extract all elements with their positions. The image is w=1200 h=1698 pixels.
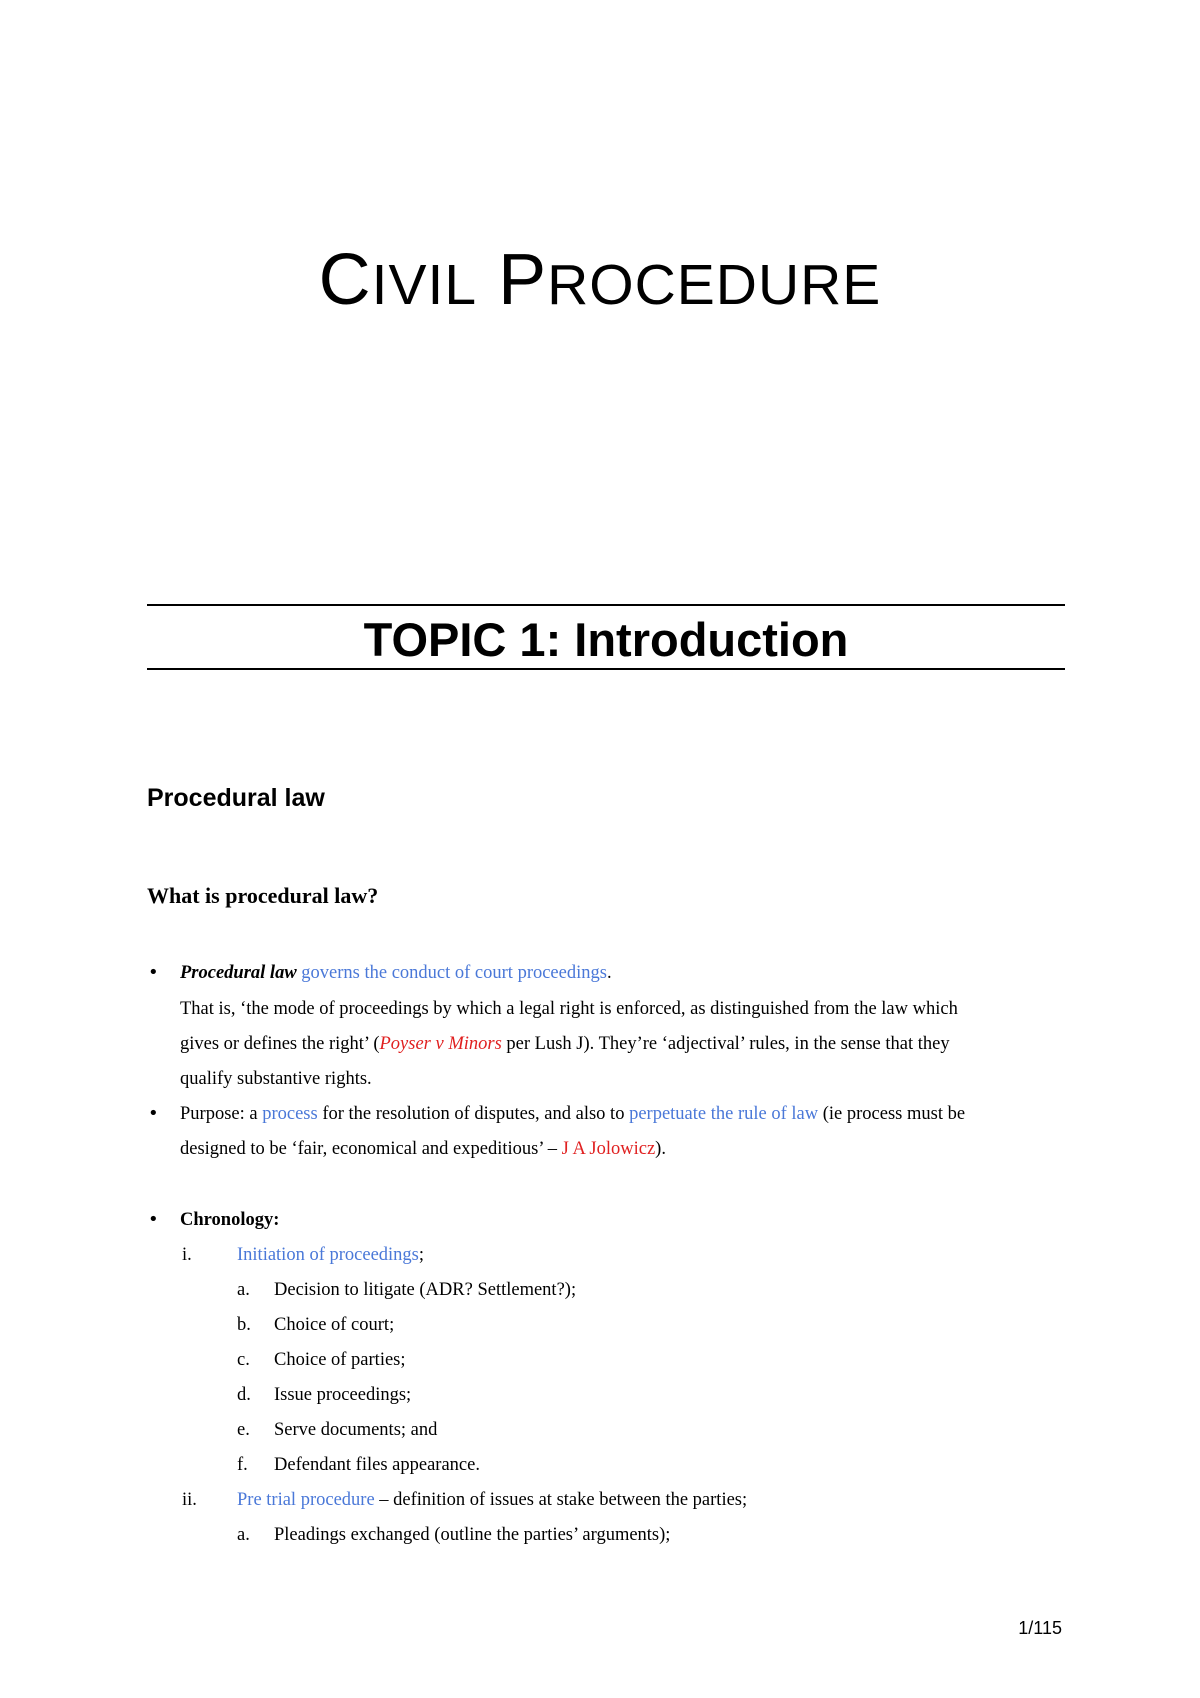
list-marker: f. xyxy=(237,1455,248,1475)
page-number: 1/115 xyxy=(1018,1618,1062,1638)
list-item: Choice of parties; xyxy=(274,1350,406,1370)
bullet-1-line-2: That is, ‘the mode of proceedings by which a legal right is enforced, as distinguished from the law which xyxy=(180,999,958,1019)
sub-heading: What is procedural law? xyxy=(147,883,379,908)
section-heading: Procedural law xyxy=(147,784,325,812)
bullet-2-line-1: Purpose: a process for the resolution of disputes, and also to perpetuate the rule of law (ie process must be xyxy=(180,1104,966,1124)
author-citation: J A Jolowicz xyxy=(561,1139,656,1159)
document-title: CIVIL PROCEDURE xyxy=(318,240,882,320)
list-marker: a. xyxy=(237,1280,250,1300)
topic-bottom-rule xyxy=(147,668,1065,670)
bullet-2-line-2: designed to be ‘fair, economical and expeditious’ – J A Jolowicz). xyxy=(180,1139,666,1159)
bullet-icon: • xyxy=(148,1209,159,1230)
list-marker: a. xyxy=(237,1525,250,1545)
list-marker: c. xyxy=(237,1350,250,1370)
topic-heading: TOPIC 1: Introduction xyxy=(363,613,849,666)
bullet-icon: • xyxy=(148,1103,159,1124)
case-citation: Poyser v Minors xyxy=(379,1034,502,1054)
list-item: Decision to litigate (ADR? Settlement?); xyxy=(274,1280,577,1300)
list-marker: ii. xyxy=(182,1490,197,1510)
list-item: Choice of court; xyxy=(274,1315,395,1335)
list-marker: b. xyxy=(237,1315,251,1335)
topic-top-rule xyxy=(147,604,1065,606)
list-item: Issue proceedings; xyxy=(274,1385,412,1405)
list-marker: i. xyxy=(182,1245,192,1265)
list-item: Pre trial procedure – definition of issues at stake between the parties; xyxy=(237,1490,748,1510)
bullet-1-line-3: gives or defines the right’ (Poyser v Minors per Lush J). They’re ‘adjectival’ rules, in the sense that they xyxy=(180,1034,950,1054)
bullet-1-line-4: qualify substantive rights. xyxy=(180,1069,372,1089)
list-marker: e. xyxy=(237,1420,250,1440)
list-item: Initiation of proceedings; xyxy=(237,1245,425,1265)
list-item: Pleadings exchanged (outline the parties’ arguments); xyxy=(274,1525,671,1545)
chronology-label: Chronology: xyxy=(180,1210,280,1230)
list-item: Serve documents; and xyxy=(274,1420,438,1440)
bullet-icon: • xyxy=(148,962,159,983)
list-item: Defendant files appearance. xyxy=(274,1455,480,1475)
list-marker: d. xyxy=(237,1385,251,1405)
bullet-1-line-1: Procedural law governs the conduct of court proceedings. xyxy=(180,963,612,983)
